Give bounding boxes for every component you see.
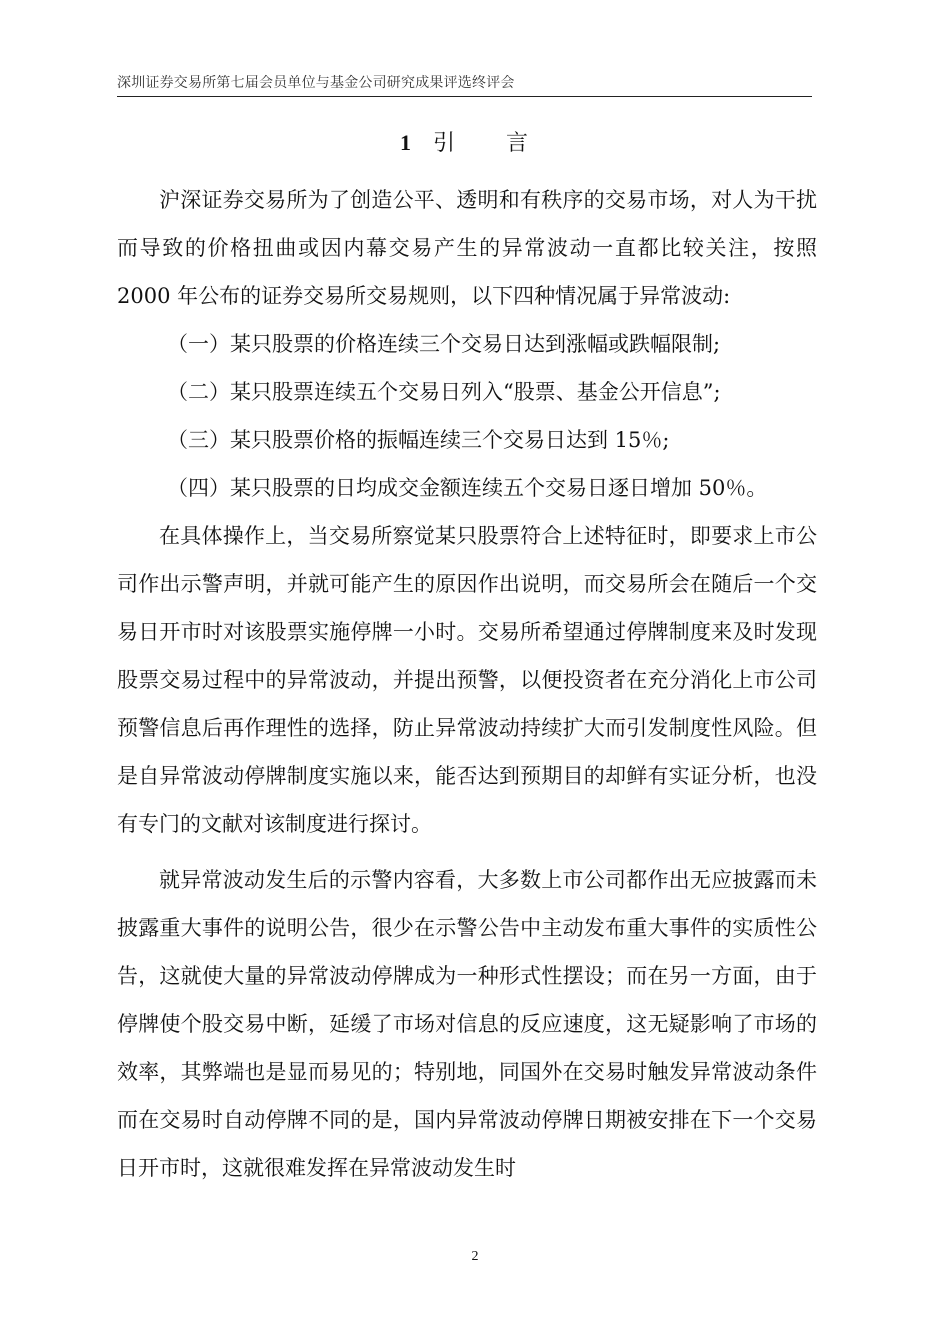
section-number: 1 (400, 130, 411, 155)
list-item-3: （三）某只股票价格的振幅连续三个交易日达到 15％; (167, 428, 670, 452)
section-title: 引 言 (433, 131, 550, 156)
list-item-1: （一）某只股票的价格连续三个交易日达到涨幅或跌幅限制; (167, 332, 721, 356)
list-item-2: （二）某只股票连续五个交易日列入“股票、基金公开信息”; (167, 380, 721, 404)
paragraph-operation: 在具体操作上，当交易所察觉某只股票符合上述特征时，即要求上市公司作出示警声明，并就可能产生的原因作出说明，而交易所会在随后一个交易日开市时对该股票实施停牌一小时。交易所希望通过停牌制度来及时发现股票交易过程中的异常波动，并提出预警，以便投资者在充分消化上市公司预警信息后再作理性的选择，防止异常波动持续扩大而引发制度性风险。但是自异常波动停牌制度实施以来，能否达到预期目的却鲜有实证分析，也没有专门的文献对该制度进行探讨。 (117, 524, 817, 836)
paragraph-warning-content: 就异常波动发生后的示警内容看，大多数上市公司都作出无应披露而未披露重大事件的说明公告，很少在示警公告中主动发布重大事件的实质性公告，这就使大量的异常波动停牌成为一种形式性摆设；而在另一方面，由于停牌使个股交易中断，延缓了市场对信息的反应速度，这无疑影响了市场的效率，其弊端也是显而易见的；特别地，同国外在交易时触发异常波动条件而在交易时自动停牌不同的是，国内异常波动停牌日期被安排在下一个交易日开市时，这就很难发挥在异常波动发生时 (117, 868, 817, 1180)
header-text: 深圳证券交易所第七届会员单位与基金公司研究成果评选终评会 (117, 75, 515, 91)
section-heading (0, 126, 950, 157)
body-text (117, 176, 817, 1192)
list-item-4: （四）某只股票的日均成交金额连续五个交易日逐日增加 50％。 (167, 476, 768, 500)
paragraph-intro: 沪深证券交易所为了创造公平、透明和有秩序的交易市场，对人为干扰而导致的价格扭曲或因内幕交易产生的异常波动一直都比较关注，按照 2000 年公布的证券交易所交易规则，以下四种情况属于异常波动: (117, 188, 817, 308)
page-number: 2 (471, 1249, 479, 1264)
running-header (117, 72, 812, 97)
